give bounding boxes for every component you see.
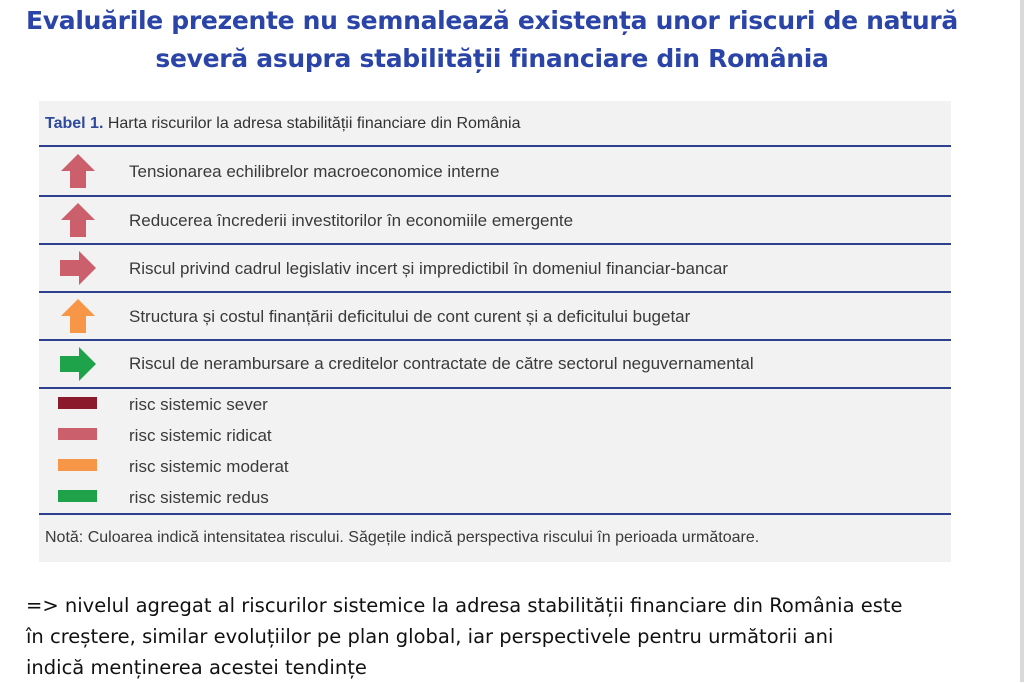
arrow-up-icon <box>60 298 96 334</box>
risk-row <box>39 341 951 387</box>
legend-row <box>39 486 951 514</box>
slide-edge <box>1020 0 1024 682</box>
legend-row <box>39 455 951 483</box>
conclusion-line-3: indică menținerea acestei tendințe <box>26 656 367 679</box>
arrow-right-icon <box>59 250 97 286</box>
risk-row <box>39 293 951 339</box>
legend-label: risc sistemic redus <box>129 488 269 507</box>
legend-label: risc sistemic ridicat <box>129 426 272 445</box>
legend-swatch <box>58 459 97 471</box>
legend-swatch <box>58 490 97 502</box>
risk-label: Structura și costul finanțării deficitului de cont curent și a deficitului bugetar <box>129 307 691 326</box>
risk-label: Tensionarea echilibrelor macroeconomice interne <box>129 162 500 181</box>
legend-label: risc sistemic moderat <box>129 457 289 476</box>
risk-label: Reducerea încrederii investitorilor în economiile emergente <box>129 211 574 230</box>
risk-label: Riscul de nerambursare a creditelor contractate de către sectorul neguvernamental <box>129 354 754 373</box>
arrow-up-icon <box>60 153 96 189</box>
conclusion-line-2: în creștere, similar evoluțiilor pe plan global, iar perspectivele pentru următorii ani <box>26 625 834 648</box>
table-caption <box>45 115 520 133</box>
table-caption-text: Harta riscurilor la adresa stabilității financiare din România <box>107 115 521 132</box>
risk-row <box>39 197 951 243</box>
risk-map-table <box>39 101 951 562</box>
title-line-2: severă asupra stabilității financiare din România <box>155 44 829 73</box>
risk-row <box>39 245 951 291</box>
table-rule <box>39 387 951 389</box>
legend-swatch <box>58 428 97 440</box>
table-rule <box>39 513 951 515</box>
slide-title <box>0 2 984 78</box>
table-note: Notă: Culoarea indică intensitatea riscului. Săgețile indică perspectiva riscului în perioada următoare. <box>45 529 760 546</box>
legend-swatch <box>58 397 97 409</box>
title-line-1: Evaluările prezente nu semnalează existența unor riscuri de natură <box>25 6 958 35</box>
risk-label: Riscul privind cadrul legislativ incert și impredictibil în domeniul financiar-bancar <box>129 259 729 278</box>
legend-label: risc sistemic sever <box>129 395 268 414</box>
conclusion-line-1: => nivelul agregat al riscurilor sistemice la adresa stabilității financiare din România este <box>26 594 903 617</box>
legend-row <box>39 393 951 421</box>
arrow-right-icon <box>59 346 97 382</box>
conclusion-text <box>26 590 986 683</box>
risk-row <box>39 147 951 195</box>
table-caption-label: Tabel 1. <box>45 115 104 132</box>
arrow-up-icon <box>60 202 96 238</box>
legend-row <box>39 424 951 452</box>
